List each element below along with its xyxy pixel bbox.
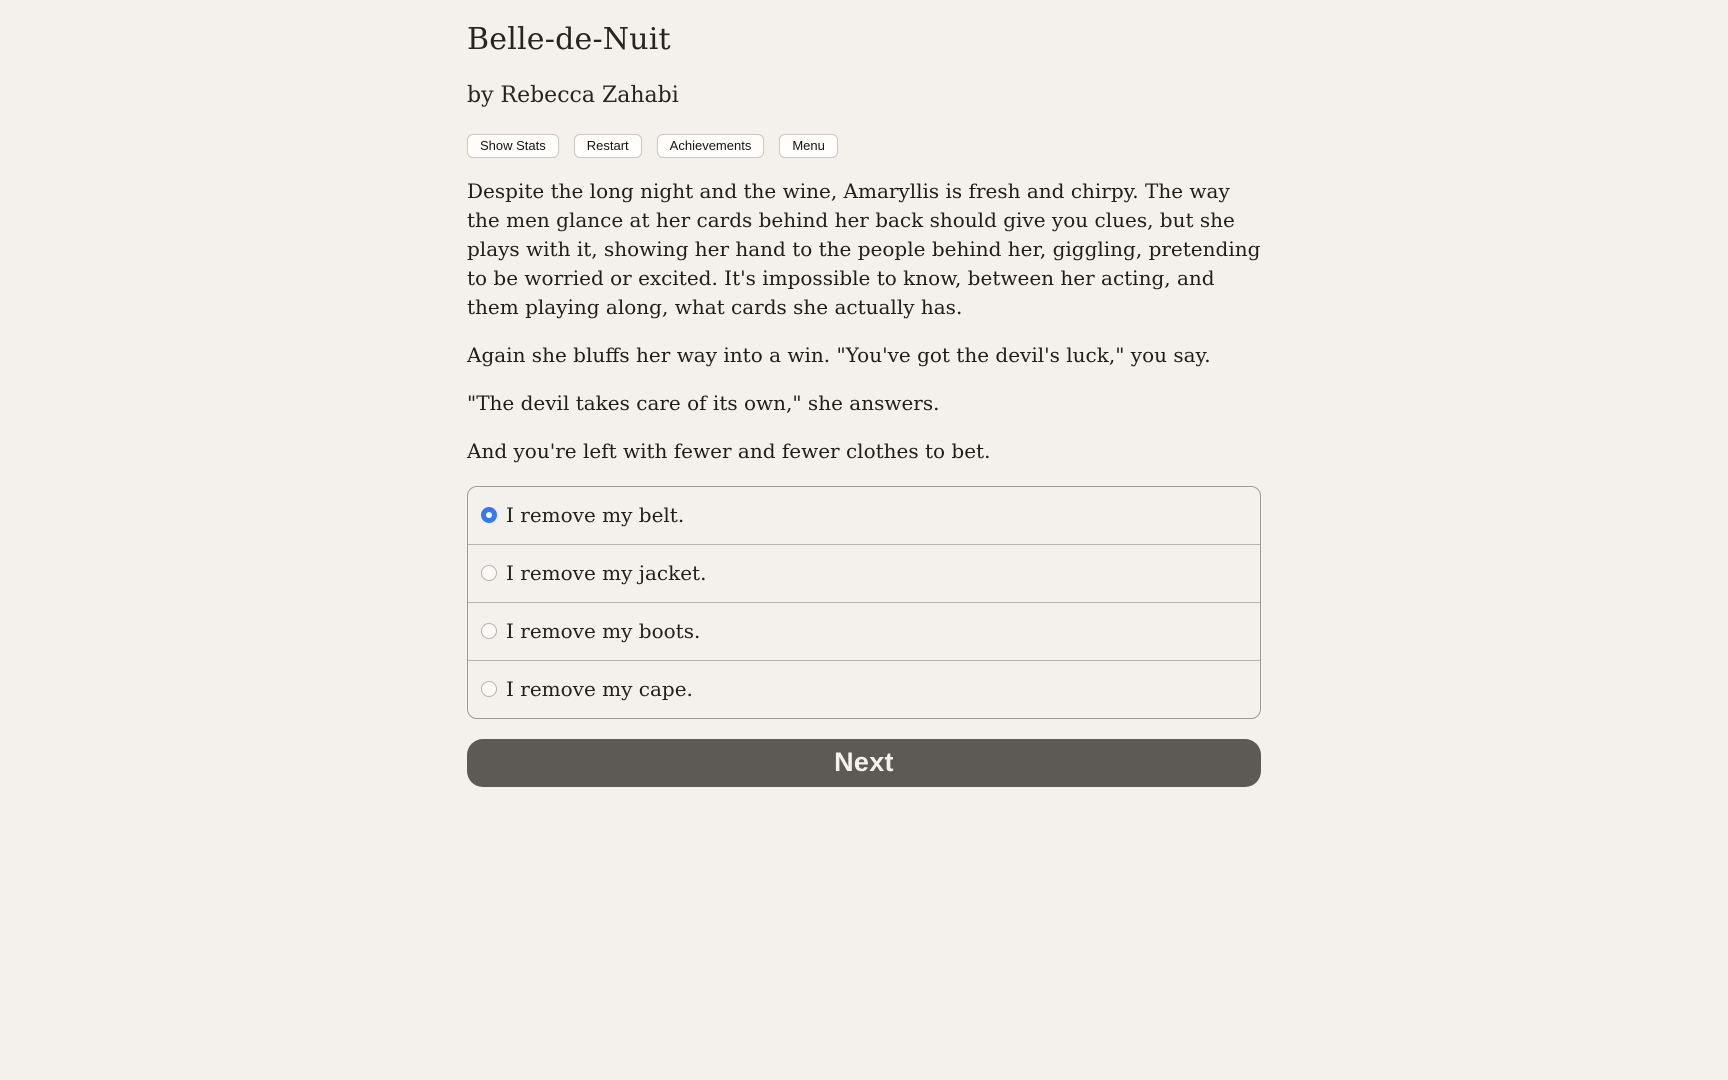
radio-button[interactable] (481, 623, 497, 639)
choice-list (467, 486, 1261, 719)
restart-button[interactable]: Restart (574, 134, 642, 158)
story-paragraph: And you're left with fewer and fewer clothes to bet. (467, 438, 991, 463)
story-paragraph: Again she bluffs her way into a win. "You've got the devil's luck," you say. (467, 342, 1211, 367)
choice-option-cape[interactable] (468, 660, 1260, 718)
radio-button[interactable] (481, 507, 497, 523)
story-paragraph: "The devil takes care of its own," she answers. (467, 390, 940, 415)
choice-option-belt[interactable] (468, 487, 1260, 544)
choice-option-boots[interactable] (468, 602, 1260, 660)
game-page (467, 0, 1261, 787)
menu-button[interactable]: Menu (779, 134, 838, 158)
show-stats-button[interactable]: Show Stats (467, 134, 559, 158)
choice-label: I remove my cape. (506, 677, 693, 702)
page-title: Belle-de-Nuit (467, 22, 671, 57)
toolbar (467, 134, 1261, 158)
choice-label: I remove my belt. (506, 503, 685, 528)
next-button[interactable]: Next (467, 739, 1261, 787)
story-paragraph: Despite the long night and the wine, Amaryllis is fresh and chirpy. The way the men glance at her cards behind her back should give you clues, but she plays with it, showing her hand to the people behind her, giggling, pretending to be worried or excited. It's impossible to know, between her acting, and them playing along, what cards she actually has. (467, 178, 1261, 319)
author-byline: by Rebecca Zahabi (467, 82, 679, 108)
achievements-button[interactable]: Achievements (657, 134, 765, 158)
choice-option-jacket[interactable] (468, 544, 1260, 602)
story-text (467, 177, 1261, 466)
choice-label: I remove my jacket. (506, 561, 707, 586)
radio-button[interactable] (481, 565, 497, 581)
radio-dot (486, 512, 492, 518)
choice-label: I remove my boots. (506, 619, 701, 644)
radio-button[interactable] (481, 681, 497, 697)
